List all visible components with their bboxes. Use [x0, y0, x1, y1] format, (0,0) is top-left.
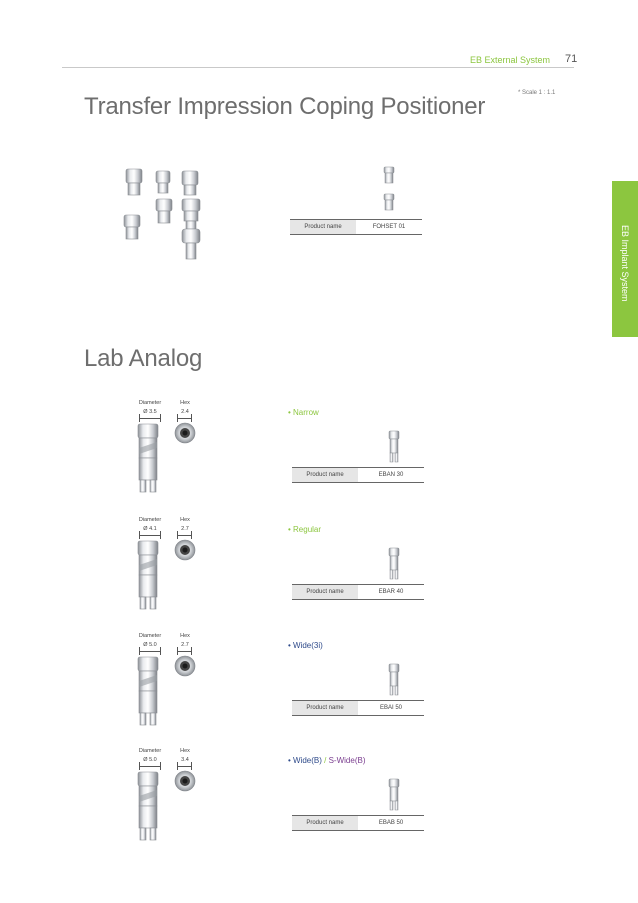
- product-code: EBAN 30: [378, 472, 404, 478]
- variant-product-table: [292, 815, 424, 831]
- dimension-tick: [160, 531, 161, 539]
- diameter-label: Diameter: [138, 400, 162, 406]
- product-name-label: Product name: [290, 220, 356, 234]
- variant-label-secondary: S-Wide(B): [328, 756, 366, 765]
- analog-side-view: [134, 770, 164, 842]
- diameter-label: Diameter: [138, 633, 162, 639]
- variant-product-thumbnail: [386, 547, 402, 581]
- diameter-value: Ø 5.0: [143, 757, 157, 763]
- transfer-product-thumbnail: [380, 166, 400, 214]
- product-name-label: Product name: [292, 701, 358, 715]
- transfer-product-table: [290, 219, 422, 235]
- hex-value: 3.4: [181, 757, 189, 763]
- dimension-tick: [191, 531, 192, 539]
- hex-dimension-line: [177, 651, 191, 652]
- scale-note: * Scale 1 : 1.1: [518, 90, 556, 96]
- dimension-tick: [177, 414, 178, 422]
- dimension-tick: [177, 531, 178, 539]
- hex-dimension-line: [177, 766, 191, 767]
- variant-bullet: •: [288, 525, 294, 534]
- diameter-value: Ø 5.0: [143, 642, 157, 648]
- page-number: 71: [565, 53, 578, 65]
- dimension-tick: [160, 762, 161, 770]
- product-name-label: Product name: [292, 468, 358, 482]
- hex-label: Hex: [180, 748, 190, 754]
- dimension-tick: [177, 647, 178, 655]
- dimension-tick: [177, 762, 178, 770]
- hex-label: Hex: [180, 517, 190, 523]
- coping-2: [156, 171, 170, 193]
- variant-product-thumbnail: [386, 430, 402, 464]
- variant-product-thumbnail: [386, 778, 402, 812]
- side-tab: [612, 181, 638, 337]
- diameter-label: Diameter: [138, 517, 162, 523]
- analog-side-view: [134, 422, 164, 494]
- hex-label: Hex: [180, 633, 190, 639]
- dimension-tick: [191, 647, 192, 655]
- coping-4: [124, 215, 140, 239]
- lab-analog-title: Lab Analog: [84, 345, 203, 372]
- side-tab-label: EB Implant System: [620, 225, 630, 302]
- variant-product-table: [292, 467, 424, 483]
- dimension-tick: [191, 414, 192, 422]
- variant-bullet: •: [288, 756, 294, 765]
- variant-name: [288, 756, 365, 765]
- product-name-label: Product name: [292, 816, 358, 830]
- transfer-product-illustration: [120, 165, 220, 267]
- diameter-dimension-line: [139, 651, 161, 652]
- hex-dimension-line: [177, 418, 191, 419]
- diameter-dimension-line: [139, 535, 161, 536]
- variant-label: Wide(3i): [293, 641, 323, 650]
- coping-5: [156, 199, 172, 223]
- diameter-value: Ø 4.1: [143, 526, 157, 532]
- analog-side-view: [134, 539, 164, 611]
- hex-value: 2.4: [181, 409, 189, 415]
- hex-value: 2.7: [181, 642, 189, 648]
- coping-3: [182, 171, 198, 195]
- variant-label: Narrow: [293, 408, 319, 417]
- product-code: EBAI 50: [379, 705, 402, 711]
- product-code: EBAB 50: [378, 820, 404, 826]
- coping-6-assembled: [182, 199, 200, 259]
- hex-label: Hex: [180, 400, 190, 406]
- hex-value: 2.7: [181, 526, 189, 532]
- variant-name: [288, 408, 319, 417]
- coping-1: [126, 169, 142, 195]
- analog-top-view: [174, 770, 196, 792]
- dimension-tick: [139, 414, 140, 422]
- dimension-tick: [139, 762, 140, 770]
- hex-dimension-line: [177, 535, 191, 536]
- variant-label: Regular: [293, 525, 322, 534]
- variant-product-thumbnail: [386, 663, 402, 697]
- product-name-label: Product name: [292, 585, 358, 599]
- variant-label: Wide(B): [293, 756, 322, 765]
- variant-bullet: •: [288, 641, 294, 650]
- dimension-tick: [160, 414, 161, 422]
- analog-top-view: [174, 655, 196, 677]
- variant-bullet: •: [288, 408, 294, 417]
- variant-separator: /: [321, 756, 329, 765]
- dimension-tick: [191, 762, 192, 770]
- product-code: EBAR 40: [378, 589, 404, 595]
- analog-top-view: [174, 539, 196, 561]
- dimension-tick: [160, 647, 161, 655]
- dimension-tick: [139, 531, 140, 539]
- analog-side-view: [134, 655, 164, 727]
- variant-product-table: [292, 700, 424, 716]
- diameter-label: Diameter: [138, 748, 162, 754]
- section-title: EB External System: [470, 55, 551, 65]
- variant-name: [288, 641, 323, 650]
- product-code: FOHSET 01: [372, 224, 406, 230]
- diameter-dimension-line: [139, 766, 161, 767]
- analog-top-view: [174, 422, 196, 444]
- diameter-dimension-line: [139, 418, 161, 419]
- variant-name: [288, 525, 321, 534]
- diameter-value: Ø 3.5: [143, 409, 157, 415]
- transfer-title: Transfer Impression Coping Positioner: [84, 93, 486, 120]
- dimension-tick: [139, 647, 140, 655]
- header-rule: [62, 67, 574, 68]
- variant-product-table: [292, 584, 424, 600]
